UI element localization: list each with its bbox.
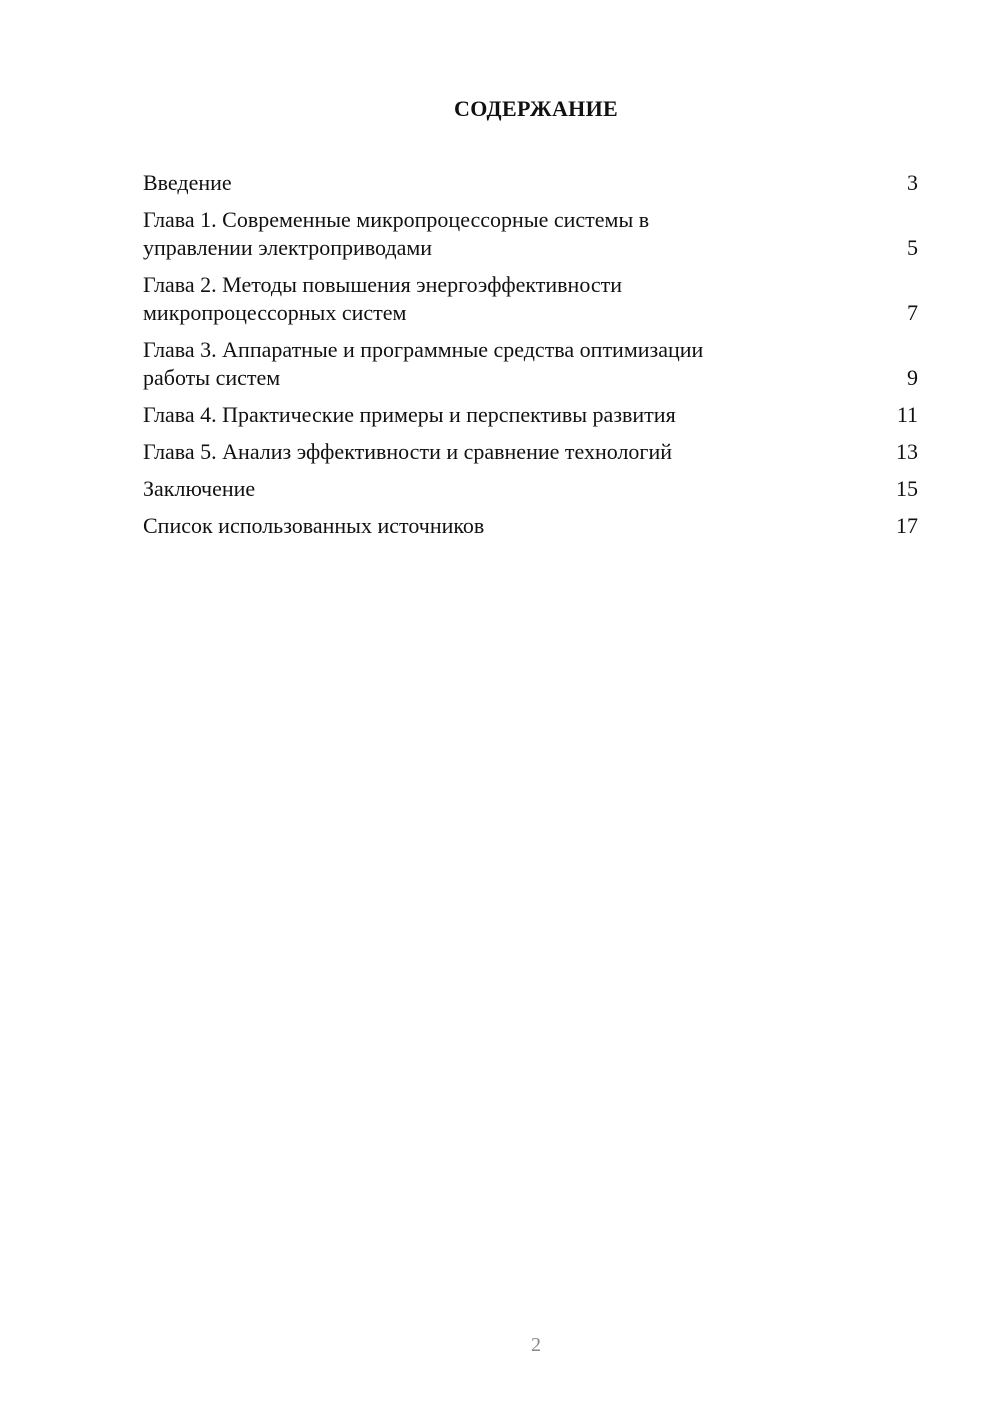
toc-entry-title xyxy=(143,336,888,392)
toc-entry-page: 7 xyxy=(907,300,918,325)
toc-entry-chapter-3 xyxy=(143,336,918,392)
toc-entry-title xyxy=(143,206,888,262)
toc-entry-title xyxy=(143,169,888,197)
toc-entry-title xyxy=(143,512,888,540)
toc-entry-line: Глава 2. Методы повышения энергоэффективности xyxy=(143,272,623,297)
toc-entry-line: микропроцессорных систем xyxy=(143,300,407,325)
toc-entry-line: Глава 3. Аппаратные и программные средства оптимизации xyxy=(143,337,704,362)
toc-entry-chapter-4 xyxy=(143,401,918,429)
toc-entry-page: 15 xyxy=(896,476,918,501)
toc-entry-line: управлении электроприводами xyxy=(143,235,433,260)
toc-entry-page: 13 xyxy=(896,439,918,464)
toc-entry-references xyxy=(143,512,918,540)
page-number: 2 xyxy=(531,1334,541,1356)
toc-entry-page: 9 xyxy=(907,365,918,390)
toc-entry-title xyxy=(143,438,888,466)
toc-entry-line: работы систем xyxy=(143,365,281,390)
toc-entry-introduction xyxy=(143,169,918,197)
toc-entry-title xyxy=(143,271,888,327)
toc-entry-chapter-2 xyxy=(143,271,918,327)
toc-entry-title xyxy=(143,401,888,429)
toc-entry-page: 5 xyxy=(907,235,918,260)
page-title: СОДЕРЖАНИЕ xyxy=(454,96,618,121)
toc-entry-chapter-1 xyxy=(143,206,918,262)
toc-entry-page: 3 xyxy=(907,170,918,195)
toc-entry-line: Глава 4. Практические примеры и перспективы развития xyxy=(143,402,676,427)
toc-entry-page: 11 xyxy=(896,402,918,427)
toc-entry-chapter-5 xyxy=(143,438,918,466)
toc-entry-title xyxy=(143,475,888,503)
toc-entry-conclusion xyxy=(143,475,918,503)
toc-entry-line: Глава 1. Современные микропроцессорные системы в xyxy=(143,207,650,232)
table-of-contents xyxy=(143,169,918,549)
toc-entry-line: Глава 5. Анализ эффективности и сравнение технологий xyxy=(143,439,672,464)
toc-entry-line: Список использованных источников xyxy=(143,513,485,538)
toc-entry-line: Заключение xyxy=(143,476,256,501)
toc-entry-page: 17 xyxy=(896,513,918,538)
toc-entry-line: Введение xyxy=(143,170,232,195)
